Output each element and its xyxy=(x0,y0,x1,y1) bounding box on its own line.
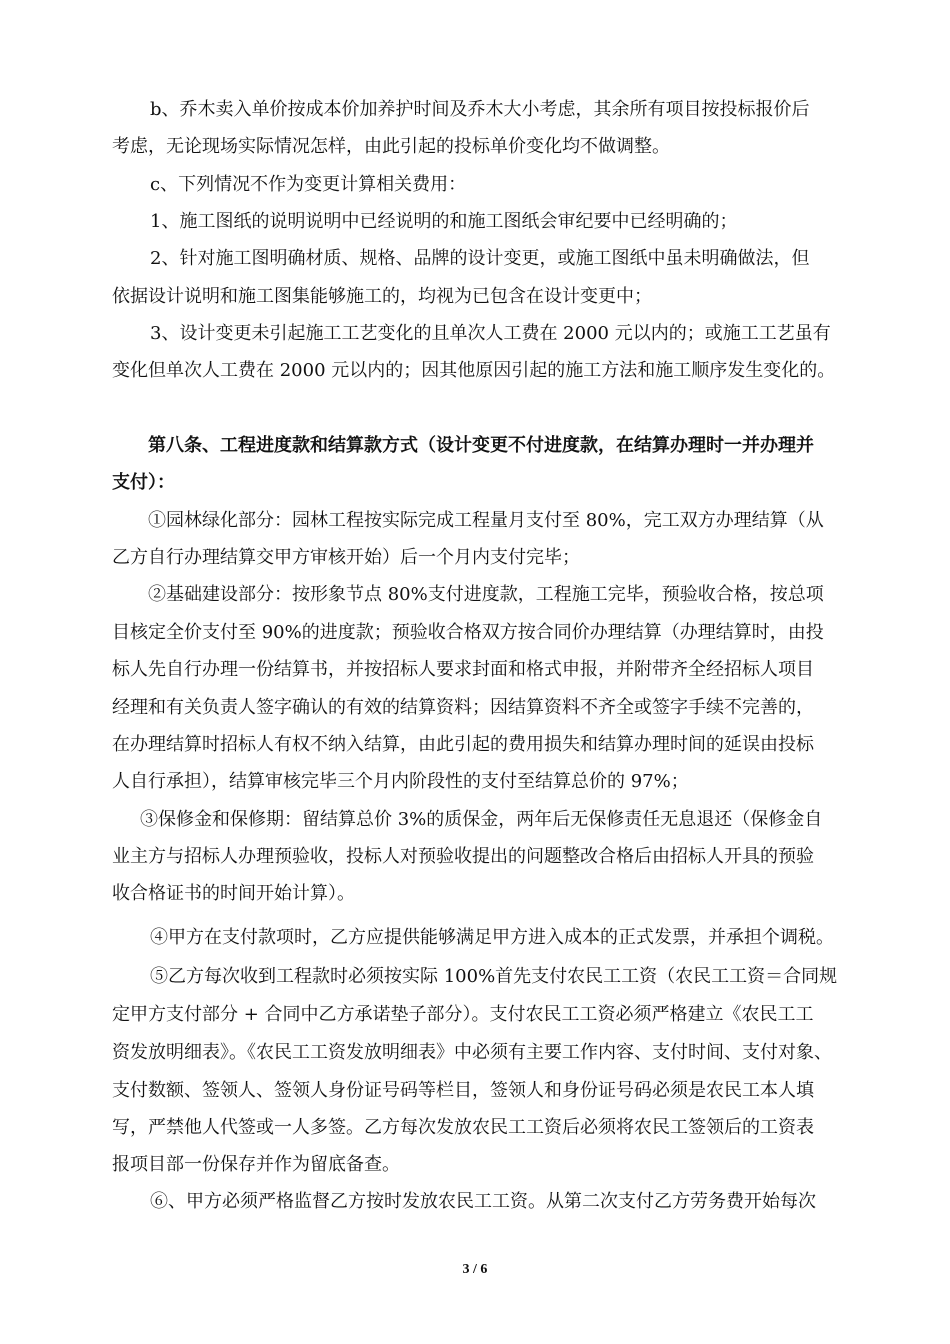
text-line: 收合格证书的时间开始计算）。 xyxy=(112,883,355,904)
text-line: b、乔木卖入单价按成本价加养护时间及乔木大小考虑，其余所有项目按投标报价后 xyxy=(150,99,810,120)
text-line: 支付数额、签领人、签领人身份证号码等栏目，签领人和身份证号码必须是农民工本人填 xyxy=(112,1080,814,1101)
text-line: c、下列情况不作为变更计算相关费用： xyxy=(150,174,467,195)
page-number: 3 / 6 xyxy=(462,1262,488,1277)
section-heading: 支付）： xyxy=(112,472,175,493)
text-line: 乙方自行办理结算交甲方审核开始）后一个月内支付完毕； xyxy=(112,547,580,568)
section-heading: 第八条、工程进度款和结算款方式（设计变更不付进度款，在结算办理时一并办理并 xyxy=(148,435,814,456)
text-line: 依据设计说明和施工图集能够施工的，均视为已包含在设计变更中； xyxy=(112,286,652,307)
text-line: 标人先自行办理一份结算书，并按招标人要求封面和格式申报，并附带齐全经招标人项目 xyxy=(112,659,814,680)
text-line: 目核定全价支付至 90%的进度款；预验收合格双方按合同价办理结算（办理结算时，由投 xyxy=(112,622,824,643)
text-line: ②基础建设部分：按形象节点 80%支付进度款，工程施工完毕，预验收合格，按总项 xyxy=(148,584,824,605)
text-line: ①园林绿化部分：园林工程按实际完成工程量月支付至 80%，完工双方办理结算（从 xyxy=(148,510,824,531)
text-line: 业主方与招标人办理预验收，投标人对预验收提出的问题整改合格后由招标人开具的预验 xyxy=(112,846,814,867)
text-line: 人自行承担），结算审核完毕三个月内阶段性的支付至结算总价的 97%； xyxy=(112,771,689,792)
text-line: 1、施工图纸的说明说明中已经说明的和施工图纸会审纪要中已经明确的； xyxy=(150,211,738,232)
text-line: 资发放明细表》。《农民工工资发放明细表》中必须有主要工作内容、支付时间、支付对象、 xyxy=(112,1042,832,1063)
text-line: ⑤乙方每次收到工程款时必须按实际 100%首先支付农民工工资（农民工工资＝合同规 xyxy=(150,966,838,987)
text-line: ④甲方在支付款项时，乙方应提供能够满足甲方进入成本的正式发票，并承担个调税。 xyxy=(150,927,834,948)
text-line: 考虑，无论现场实际情况怎样，由此引起的投标单价变化均不做调整。 xyxy=(112,136,670,157)
text-line: 2、针对施工图明确材质、规格、品牌的设计变更，或施工图纸中虽未明确做法，但 xyxy=(150,248,810,269)
text-line: 经理和有关负责人签字确认的有效的结算资料；因结算资料不齐全或签字手续不完善的， xyxy=(112,697,814,718)
text-line: ③保修金和保修期：留结算总价 3%的质保金，两年后无保修责任无息退还（保修金自 xyxy=(140,809,823,830)
text-line: 写，严禁他人代签或一人多签。乙方每次发放农民工工资后必须将农民工签领后的工资表 xyxy=(112,1117,814,1138)
text-line: 变化但单次人工费在 2000 元以内的；因其他原因引起的施工方法和施工顺序发生变化的。 xyxy=(112,360,836,381)
text-line: 在办理结算时招标人有权不纳入结算，由此引起的费用损失和结算办理时间的延误由投标 xyxy=(112,734,814,755)
text-line: 定甲方支付部分 + 合同中乙方承诺垫子部分）。支付农民工工资必须严格建立《农民工工 xyxy=(112,1004,814,1025)
text-line: ⑥、甲方必须严格监督乙方按时发放农民工工资。从第二次支付乙方劳务费开始每次 xyxy=(150,1191,816,1212)
text-line: 3、设计变更未引起施工工艺变化的且单次人工费在 2000 元以内的；或施工工艺虽有 xyxy=(150,323,831,344)
text-line: 报项目部一份保存并作为留底备查。 xyxy=(112,1154,400,1175)
